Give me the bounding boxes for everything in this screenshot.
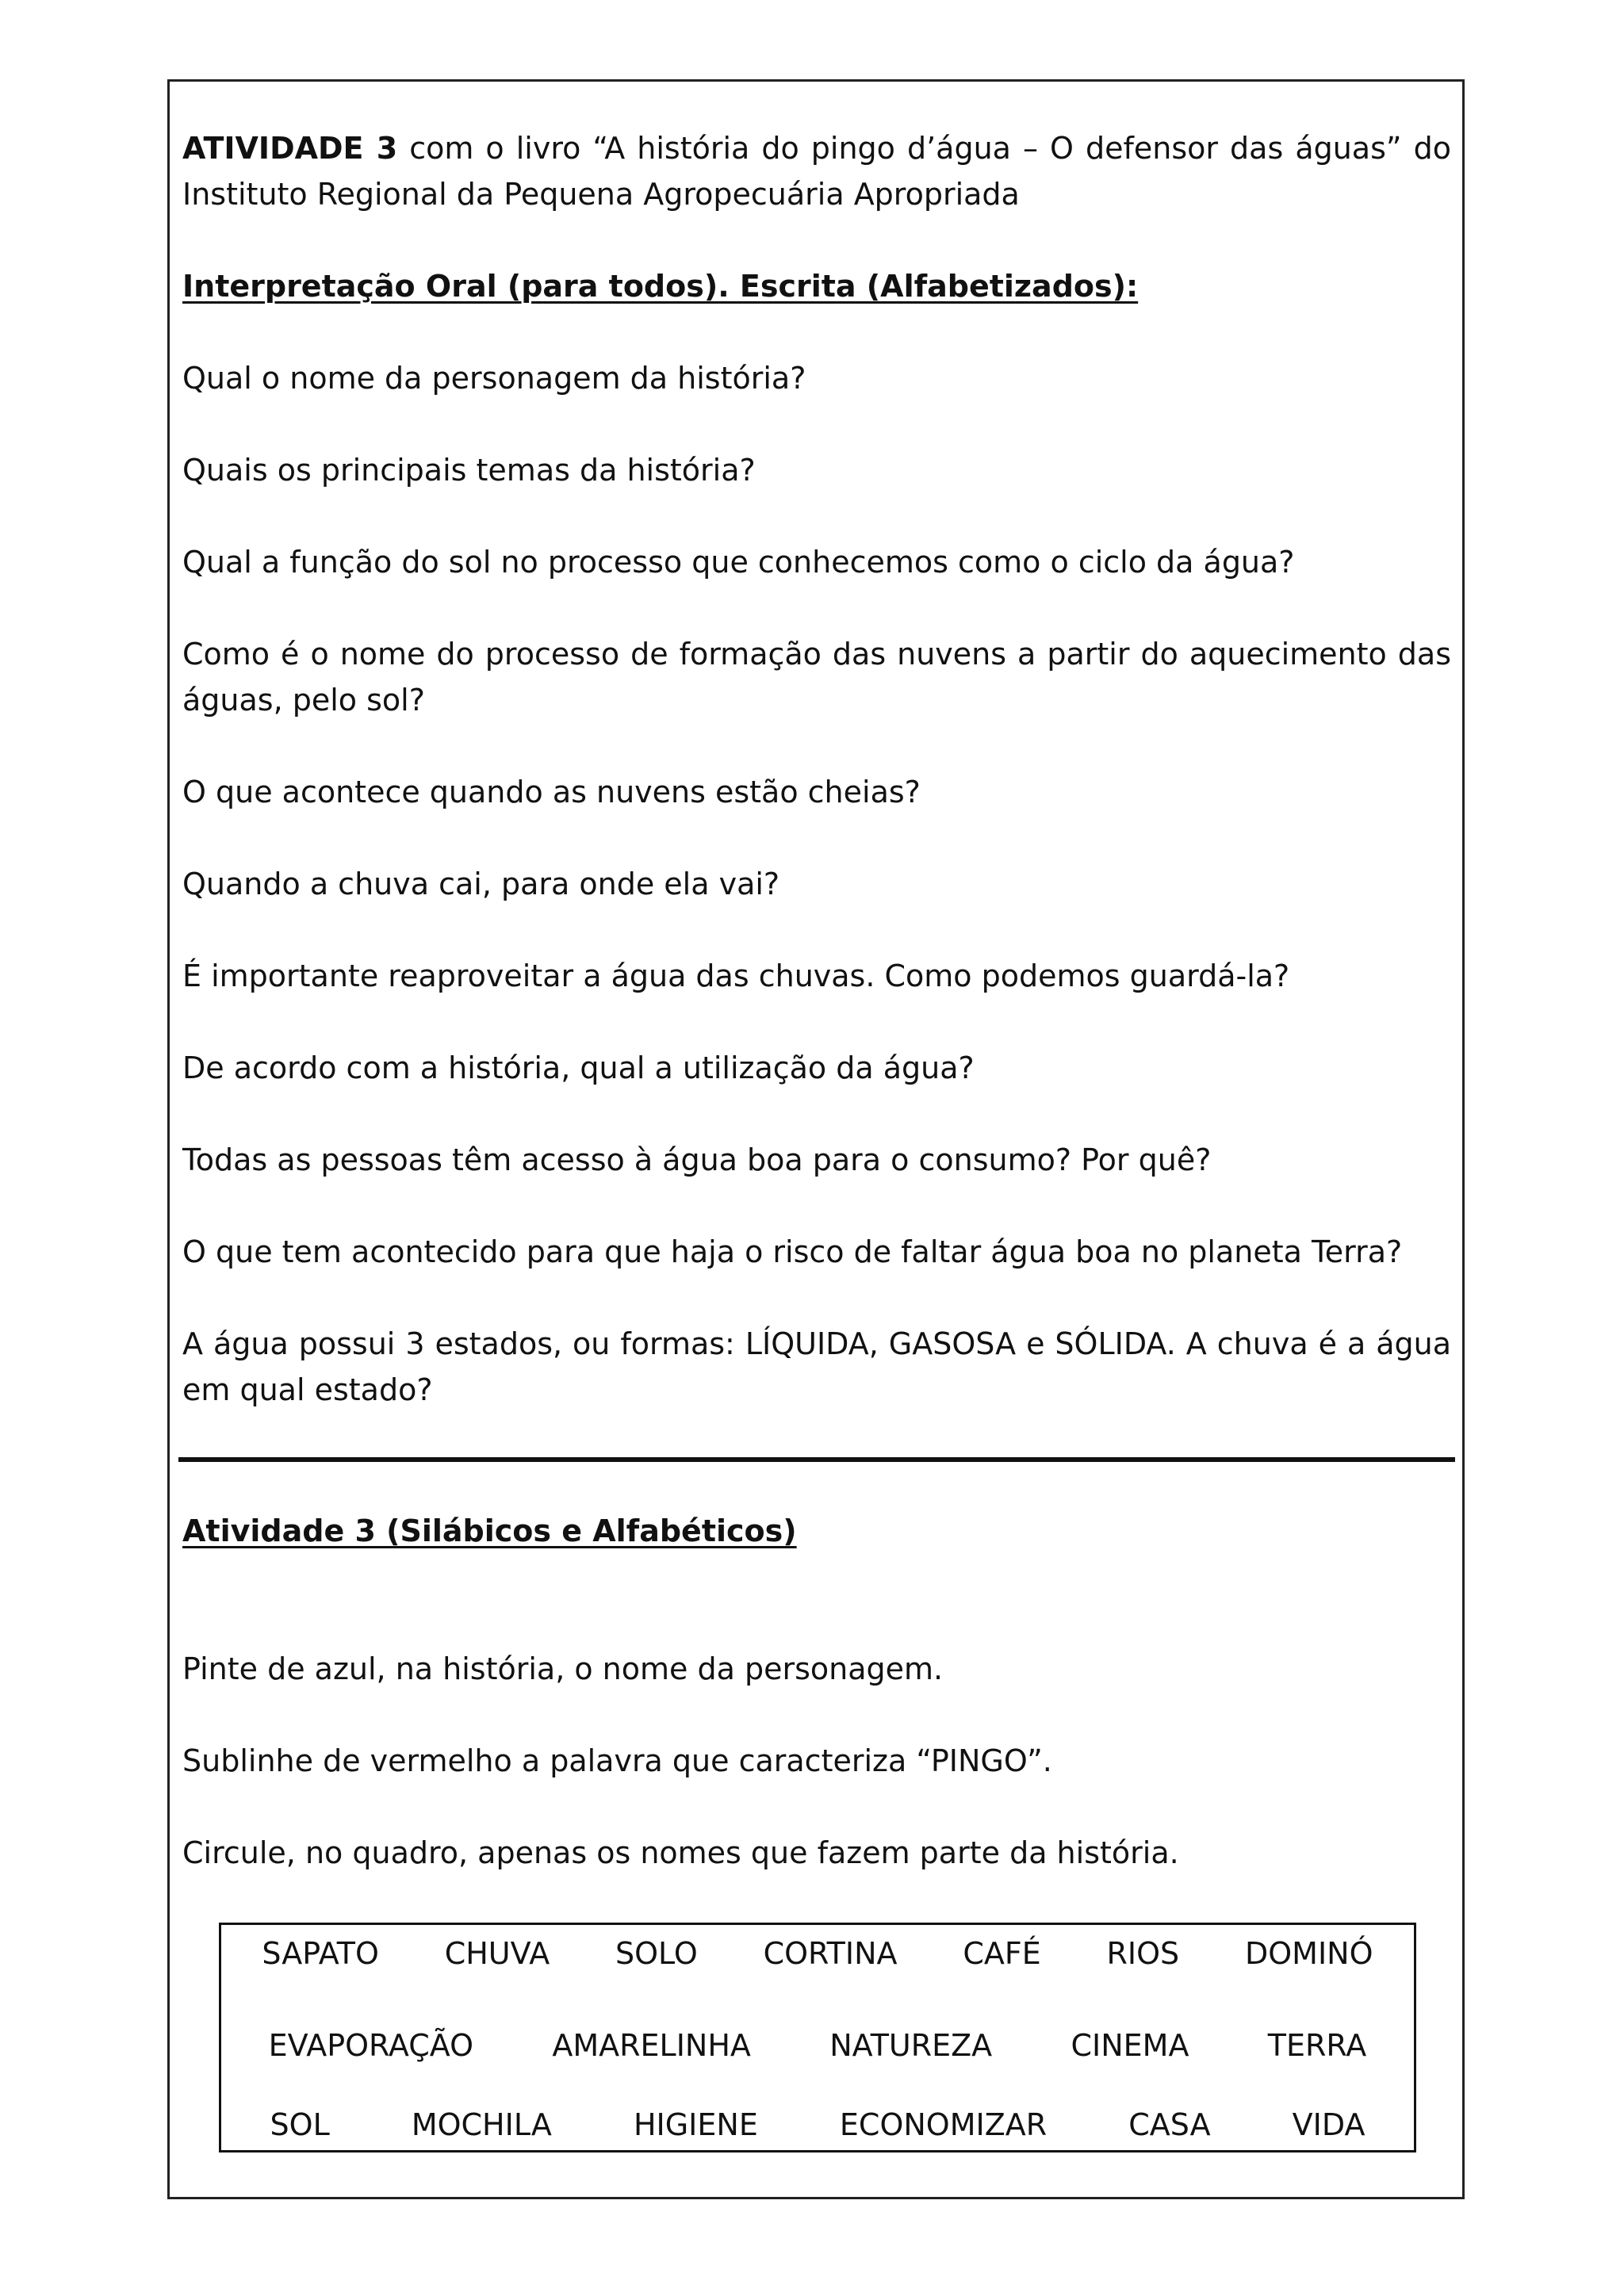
word-item[interactable]: DOMINÓ (1245, 1936, 1373, 1971)
word-item[interactable]: AMARELINHA (552, 2028, 751, 2063)
question-item: Todas as pessoas têm acesso à água boa para o consumo? Por quê? (182, 1142, 1212, 1177)
word-row (221, 2107, 1414, 2142)
word-item[interactable]: ECONOMIZAR (839, 2107, 1048, 2142)
section-syllabic (182, 1508, 1451, 1922)
question-item: Qual o nome da personagem da história? (182, 361, 806, 396)
question-item: É importante reaproveitar a água das chuvas. Como podemos guardá-la? (182, 959, 1290, 993)
question-item: De acordo com a história, qual a utilização da água? (182, 1050, 975, 1085)
word-item[interactable]: MOCHILA (411, 2107, 552, 2142)
word-row (221, 1936, 1414, 1971)
word-item[interactable]: RIOS (1106, 1936, 1180, 1971)
instruction-item: Sublinhe de vermelho a palavra que caracteriza “PINGO”. (182, 1743, 1052, 1778)
word-item[interactable]: EVAPORAÇÃO (268, 2028, 474, 2063)
instruction-item: Pinte de azul, na história, o nome da personagem. (182, 1651, 944, 1686)
word-box (219, 1923, 1416, 2152)
activity-heading (182, 125, 1451, 217)
word-item[interactable]: SOL (270, 2107, 330, 2142)
question-item: A água possui 3 estados, ou formas: LÍQUIDA, GASOSA e SÓLIDA. A chuva é a água em qual estado? (182, 1326, 1451, 1407)
word-item[interactable]: CORTINA (763, 1936, 898, 1971)
section-divider (178, 1457, 1455, 1462)
word-item[interactable]: CAFÉ (963, 1936, 1041, 1971)
word-item[interactable]: NATUREZA (829, 2028, 993, 2063)
interpretation-subheading: Interpretação Oral (para todos). Escrita (Alfabetizados): (182, 269, 1139, 304)
word-item[interactable]: HIGIENE (633, 2107, 758, 2142)
word-item[interactable]: CASA (1128, 2107, 1211, 2142)
word-item[interactable]: CHUVA (444, 1936, 550, 1971)
question-item: Como é o nome do processo de formação das nuvens a partir do aquecimento das águas, pelo sol? (182, 637, 1451, 718)
activity-title: ATIVIDADE 3 (182, 131, 398, 166)
word-item[interactable]: TERRA (1267, 2028, 1367, 2063)
word-item[interactable]: SOLO (615, 1936, 698, 1971)
question-item: Quando a chuva cai, para onde ela vai? (182, 867, 780, 901)
word-row (221, 2028, 1414, 2063)
instruction-item: Circule, no quadro, apenas os nomes que fazem parte da história. (182, 1835, 1179, 1870)
activity-description: com o livro “A história do pingo d’água – O defensor das águas” do Instituto Regional da Pequena Agropecuária Apropriada (182, 131, 1451, 212)
question-item: O que acontece quando as nuvens estão cheias? (182, 775, 921, 809)
question-item: O que tem acontecido para que haja o risco de faltar água boa no planeta Terra? (182, 1234, 1403, 1269)
word-item[interactable]: VIDA (1292, 2107, 1365, 2142)
word-item[interactable]: SAPATO (262, 1936, 379, 1971)
syllabic-subheading: Atividade 3 (Silábicos e Alfabéticos) (182, 1513, 797, 1548)
question-item: Qual a função do sol no processo que conhecemos como o ciclo da água? (182, 545, 1295, 580)
question-item: Quais os principais temas da história? (182, 453, 756, 488)
word-item[interactable]: CINEMA (1071, 2028, 1189, 2063)
section-interpretation (182, 125, 1451, 1459)
